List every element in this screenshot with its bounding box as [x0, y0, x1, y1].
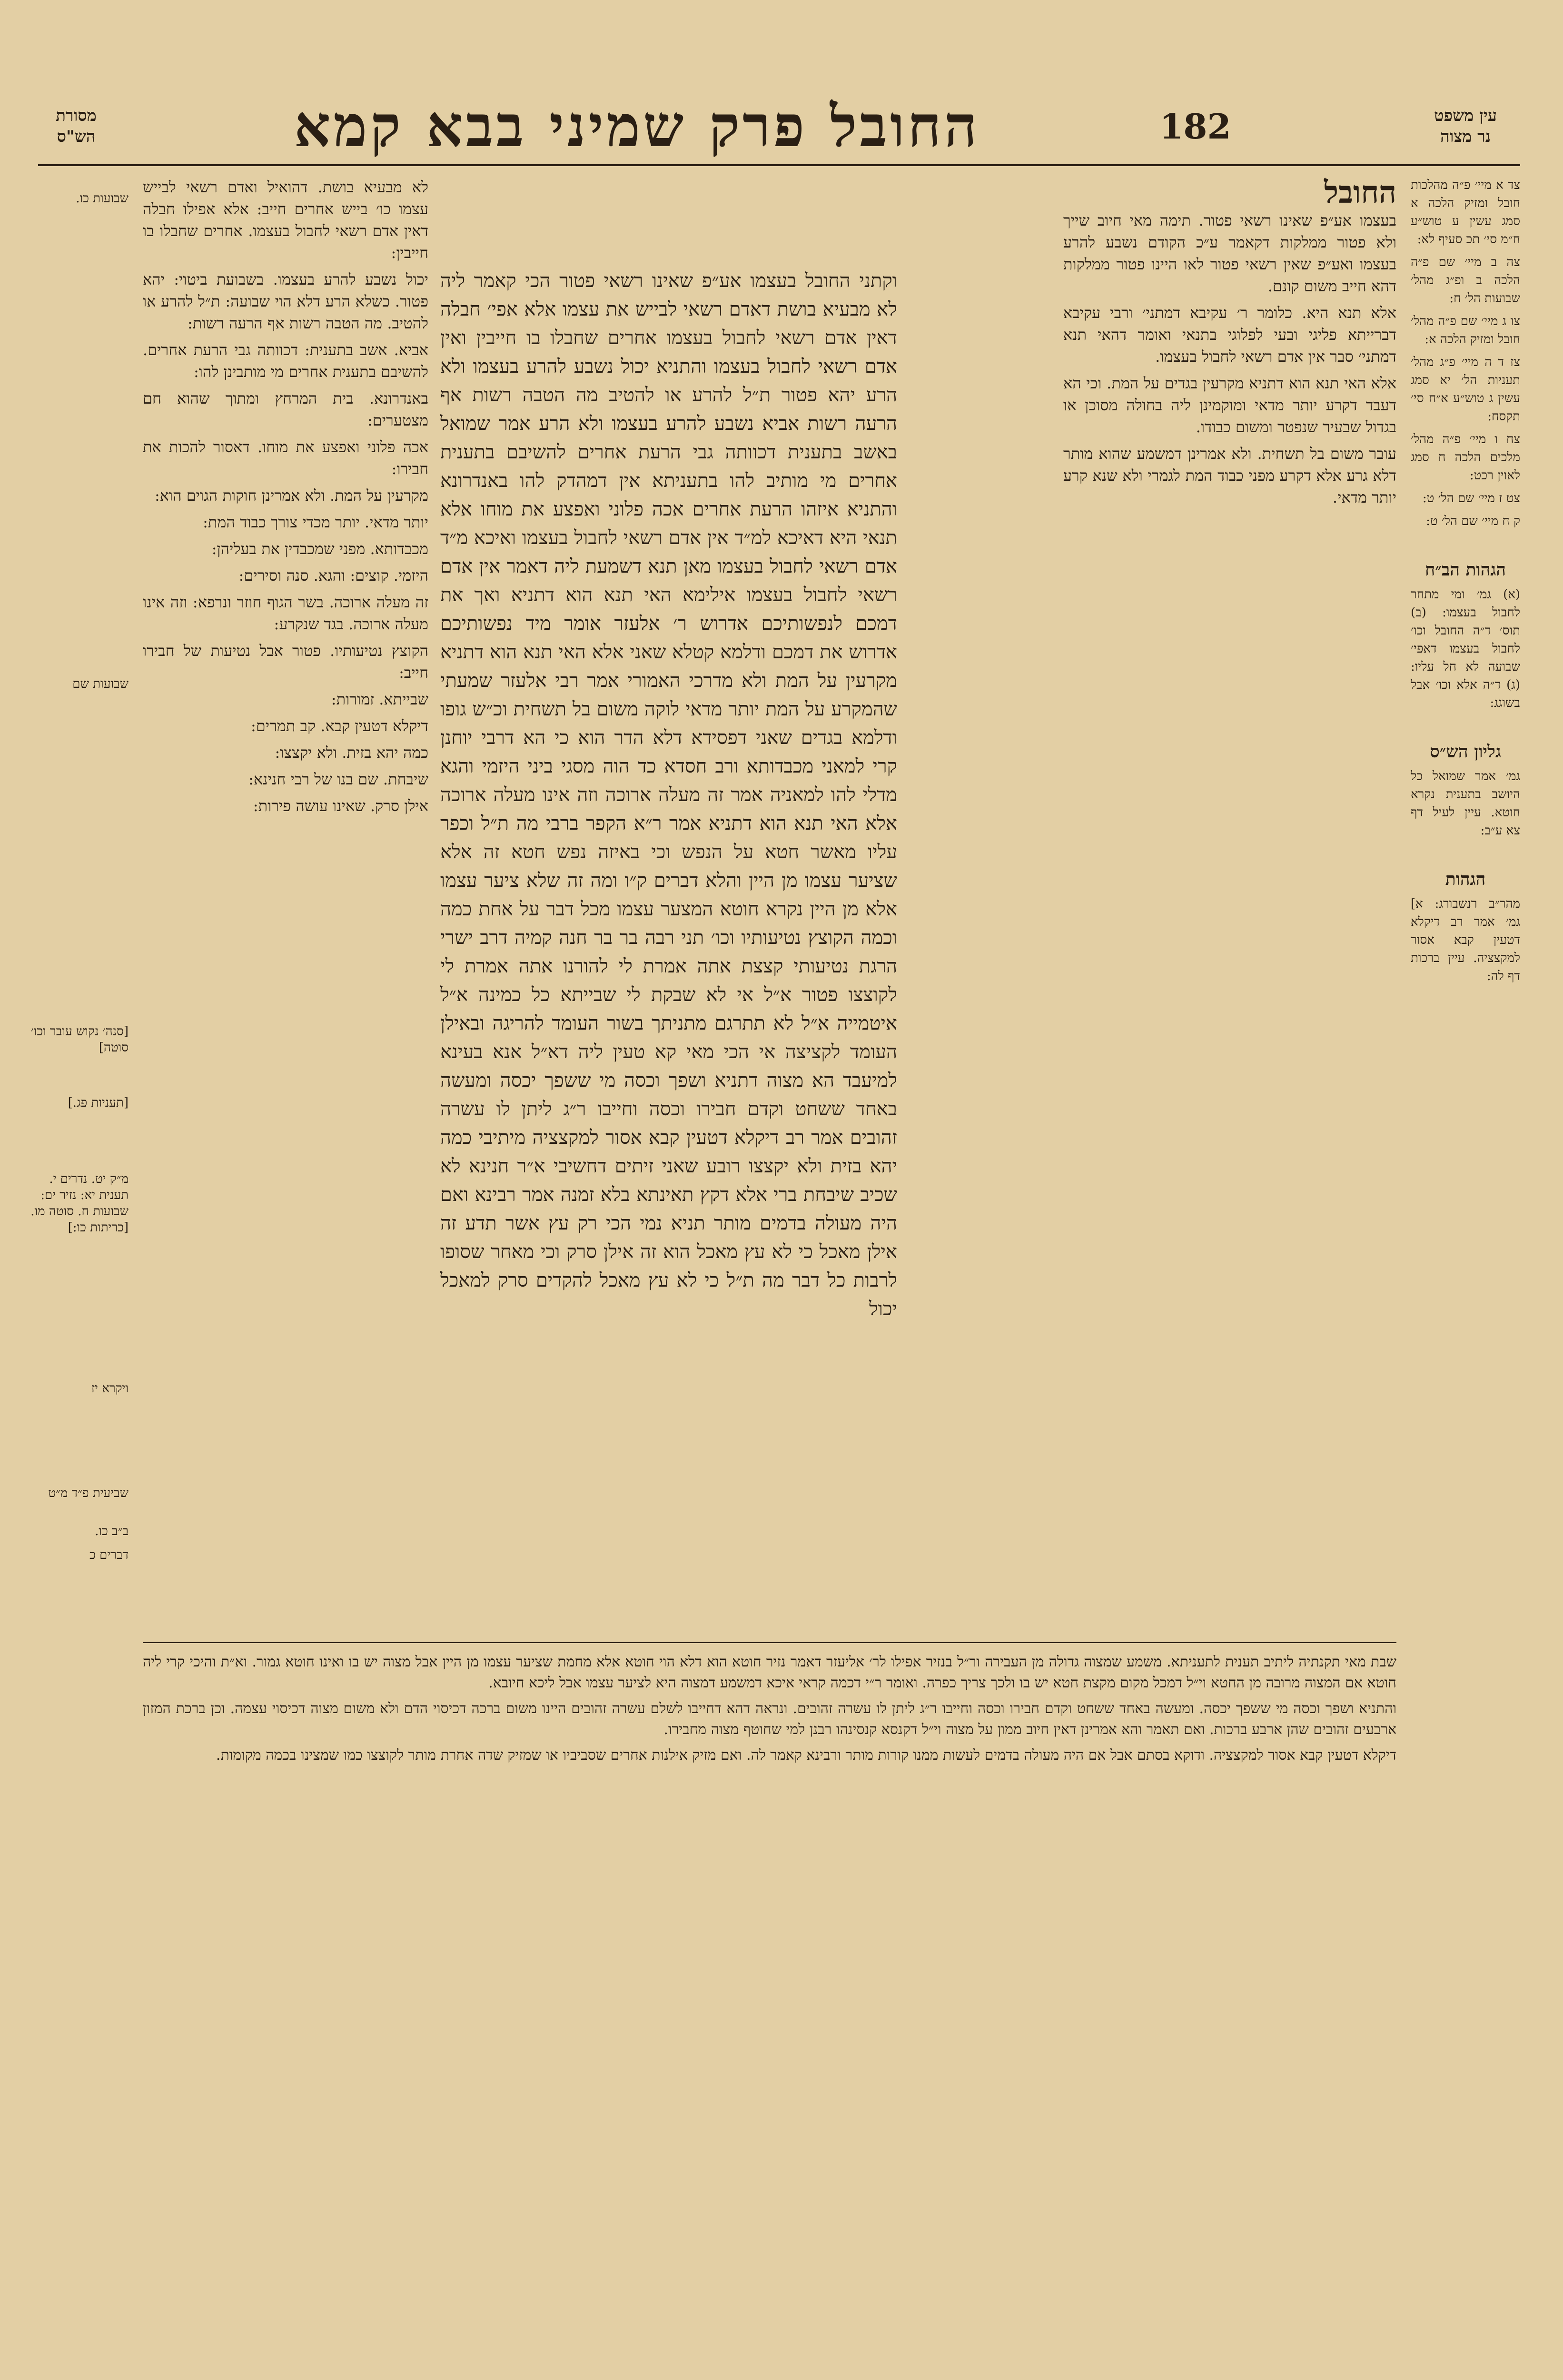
masoret-ref: ויקרא יז	[91, 1381, 129, 1396]
haghot-title: הגהות	[1445, 869, 1486, 889]
ein-mishpat-entry: צח ו מיי׳ פ״ה מהל׳ מלכים הלכה ח סמג לאוין רכט:	[1411, 432, 1520, 483]
ein-mishpat-column	[1411, 176, 1520, 1585]
rashi-paragraph: כמה יהא בזית. ולא יקצצו:	[275, 744, 428, 762]
masoret-ref: שביעית פ״ד מ״ט	[48, 1486, 129, 1500]
hashas-label: הש"ס	[57, 127, 96, 146]
rashi-paragraph: היזמי. קוצים: והגא. סנה וסירים:	[238, 566, 428, 585]
rashi-paragraph: באנדרונא. בית המרחץ ומתוך שהוא חם מצטערים:	[143, 389, 428, 429]
rashi-paragraph: אילן סרק. שאינו עושה פירות:	[253, 797, 428, 815]
masoret-ref: ב״ב כו.	[95, 1524, 129, 1538]
tosafot-paragraph: בעצמו אע״פ שאינו רשאי פטור. תימה מאי חיוב שייך ולא פטור ממלקות דקאמר ע״כ הקודם נשבע להרע בעצמו ואע״פ שאין רשאי פטור לאו היינו פטור ממלקות דהא חייב משום קונם.	[1063, 211, 1396, 295]
rashi-paragraph: אביא. אשב בתענית: דכוותה גבי הרעת אחרים. להשיבם בתענית אחרים מי מותבינן להו:	[143, 341, 428, 381]
header-rule	[38, 164, 1520, 166]
right-corner-label	[1411, 105, 1520, 147]
haghot-habach-title: הגהות הב״ח	[1425, 560, 1506, 580]
rashi-paragraph: אכה פלוני ואפצע את מוחו. דאסור להכות את חבירו:	[143, 438, 428, 478]
ein-mishpat-entry: ק ח מיי׳ שם הל׳ ט:	[1426, 514, 1520, 528]
rashi-paragraph: דיקלא דטעין קבא. קב תמרים:	[251, 717, 428, 735]
rashi-paragraph: מכבדותא. מפני שמכבדין את בעליהן:	[211, 540, 428, 558]
page-number: 182	[1159, 106, 1231, 147]
left-corner-label	[38, 105, 114, 147]
rashi-paragraph: זה מעלה ארוכה. בשר הגוף חוזר ונרפא: וזה אינו מעלה ארוכה. בגד שנקרע:	[143, 593, 428, 633]
gilyon-hashas-title: גליון הש״ס	[1430, 742, 1501, 762]
tosafot-paragraph: עובר משום בל תשחית. ולא אמרינן דמשמע שהוא מותר דלא גרע אלא דקרע מפני כבוד המת לגמרי ולא שנא קרע יותר מדאי.	[1063, 445, 1396, 506]
rashi-paragraph: יכול נשבע להרע בעצמו. בשבועת ביטוי: יהא פטור. כשלא הרע דלא הוי שבועה: ת״ל להרע או להטיב. מה הטבה רשות אף הרעה רשות:	[143, 270, 428, 332]
rashi-paragraph: מקרעין על המת. ולא אמרינן חוקות הגוים הוא:	[154, 486, 428, 505]
masoret-ref: דברים כ	[89, 1548, 129, 1562]
rashi-paragraph: יותר מדאי. יותר מכדי צורך כבוד המת:	[203, 513, 428, 531]
ein-mishpat-entry: צז ד ה מיי׳ פ״ג מהל׳ תעניות הל׳ יא סמג עשין ג טוש״ע א״ח סי׳ תקסח:	[1411, 355, 1520, 424]
rashi-paragraph: שבייתא. זמורות:	[331, 690, 428, 708]
bottom-commentary	[143, 1652, 1396, 2309]
masoret-ref: שבועות כו.	[76, 191, 129, 206]
gilyon-hashas-text: גמ׳ אמר שמואל כל היושב בתענית נקרא חוטא. עיין לעיל דף צא ע״ב:	[1411, 769, 1520, 838]
gilyon-hashas-box	[1411, 741, 1520, 840]
page-header	[38, 90, 1520, 162]
masoret-label: מסורת	[56, 106, 97, 125]
ein-mishpat-entry: צד א מיי׳ פ״ה מהלכות חובל ומזיק הלכה א סמג עשין ע טוש״ע ח״מ סי׳ תכ סעיף לא:	[1411, 178, 1520, 247]
bottom-paragraph: דיקלא דטעין קבא אסור למקצציה. ודוקא בסתם אבל אם היה מעולה בדמים לעשות ממנו קורות מותר ורבינא קאמר לה. ואם מזיק אילנות אחרים שסביביו או שמזיק שדה אחרת מותר לקוצצו כמו שמצינו בכמה מקומות.	[216, 1747, 1396, 1764]
haghot-text: מהר״ב רנשבורג: א] גמ׳ אמר רב דיקלא דטעין קבא אסור למקצציה. עיין ברכות דף לה:	[1411, 897, 1520, 983]
bottom-paragraph: והתניא ושפך וכסה מי ששפך יכסה. ומעשה באחד ששחט וקדם חבירו וכסה וחייבו ר״ג ליתן לו עשרה זהובים. ונראה דהא דחייבו לשלם עשרה זהובים היינו משום ברכה דכיסוי הדם ולא משום מצוה דכיסוי עצמה. וכן ברכת המזון ארבעים זהובים שהן ארבע ברכות. ואם תאמר והא אמרינן דאין חיוב ממון על מצוה וי״ל דקנסא קנסינהו רבנן למי שחוטף מצוה מחבירו.	[143, 1700, 1396, 1738]
ein-mishpat-entry: צה ב מיי׳ שם פ״ה הלכה ב ופ״ג מהל׳ שבועות הל׳ ח:	[1411, 255, 1520, 306]
masoret-ref: מ״ק יט. נדרים י. תענית יא: נזיר ים: שבועות ח. סוטה מו. [כריתות כו:]	[30, 1172, 129, 1235]
masoret-ref: [סנה׳ נקוש עובר וכו׳ סוטה]	[30, 1024, 129, 1055]
tosafot-paragraph: אלא האי תנא הוא דתניא מקרעין בגדים על המת. וכי הא דעבד דקרע יותר מדאי ומוקמינן ליה בחולה מסוכן או בגדול שבעיר שנפטר ומשום כבודו.	[1063, 374, 1396, 436]
rashi-paragraph: הקוצץ נטיעותיו. פטור אבל נטיעות של חבירו חייב:	[143, 642, 428, 682]
page-title: החובל פרק שמיני בבא קמא	[294, 92, 980, 160]
haghot-habach-box	[1411, 559, 1520, 712]
haghot-habach-text: (א) גמ׳ ומי מתחר לחבול בעצמו: (ב) תוס׳ ד״ה החובל וכו׳ לחבול בעצמו דאפי׳ שבועה לא חל עליו: (ג) ד״ה אלא וכו׳ אבל בשוגג:	[1411, 587, 1520, 710]
masoret-ref: [תעניות פג.]	[68, 1096, 129, 1110]
ein-mishpat-entry: צו ג מיי׳ שם פ״ה מהל׳ חובל ומזיק הלכה א:	[1411, 314, 1520, 347]
rashi-column	[143, 176, 428, 1599]
bottom-rule	[143, 1642, 1396, 1643]
ner-mitzvah-label: נר מצוה	[1440, 127, 1491, 146]
tosafot-column	[1063, 176, 1396, 1599]
rashi-paragraph: לא מבעיא בושת. דהואיל ואדם רשאי לבייש עצמו כו׳ בייש אחרים חייב: אלא אפילו חבלה דאין אדם רשאי לחבול בעצמו. אחרים שחבלו בו חייבין:	[143, 178, 428, 262]
rashi-paragraph: שיבחת. שם בנו של רבי חנינא:	[248, 770, 428, 788]
tosafot-paragraph: אלא תנא היא. כלומר ר׳ עקיבא דמתני׳ ורבי עקיבא דברייתא פליגי ובעי לפלוגי בתנאי ואומר דהאי תנא דמתני׳ סבר אין אדם רשאי לחבול בעצמו.	[1063, 304, 1396, 366]
haghot-box	[1411, 868, 1520, 985]
ein-mishpat-label: עין משפט	[1434, 106, 1497, 125]
gemara-text: וקתני החובל בעצמו אע״פ שאינו רשאי פטור הכי קאמר ליה לא מבעיא בושת דאדם רשאי לבייש את עצמו אלא אפי׳ חבלה דאין אדם רשאי לחבול בעצמו אחרים שחבלו בו חייבין ואין אדם רשאי לחבול בעצמו והתניא יכול נשבע להרע בעצמו ולא הרע יהא פטור ת״ל להרע או להטיב מה הטבה רשות אף הרעה רשות אביא נשבע להרע בעצמו ולא הרע אמר שמואל באשב בתענית דכוותה גבי הרעת אחרים להשיבם בתענית אחרים מי מותיב להו בתעניתא אין דמהדק להו באנדרונא והתניא איזהו הרעת אחרים אכה פלוני ואפצע את מוחו אלא תנאי היא דאיכא למ״ד אין אדם רשאי לחבול בעצמו ואיכא מ״ד אדם רשאי לחבול בעצמו מאן תנא דשמעת ליה דאמר אין אדם רשאי לחבול בעצמו אילימא האי תנא הוא דתניא ואך את דמכם לנפשותיכם אדרוש ר׳ אלעזר אומר מיד נפשותיכם אדרוש את דמכם ודלמא קטלא שאני אלא האי תנא הוא דתניא מקרעין על המת ולא מדרכי האמורי אמר רבי אלעזר שמעתי שהמקרע על המת יותר מדאי לוקה משום בל תשחית וכ״ש גופו ודלמא בגדים שאני דפסידא דלא הדר הוא כי הא דרבי יוחנן קרי למאני מכבדותא ורב חסדא כד הוה מסגי ביני היזמי והגא מדלי להו למאניה אמר זה מעלה ארוכה וזה אינו מעלה ארוכה אלא האי תנא הוא דתניא אמר ר״א הקפר ברבי מה ת״ל וכפר עליו מאשר חטא על הנפש וכי באיזה נפש חטא זה אלא שציער עצמו מן היין והלא דברים ק״ו ומה זה שלא ציער עצמו אלא מן היין נקרא חוטא המצער עצמו מכל דבר על אחת כמה וכמה הקוצץ נטיעותיו וכו׳ תני רבה בר בר חנה קמיה דרב ישרי הרגת נטיעותי קצצת אתה אמרת לי להורנו אתה אמרת לי לקוצצו פטור א״ל אי לא שבקת לי שבייתא כל כמינה א״ל איטמייה א״ל לא תתרגם מתניתך בשור העומד להריגה ובאילן העומד לקציצה אי הכי מאי קא טעין ליה דא״ל אנא בעינא למיעבד הא מצוה דתניא ושפך וכסה מי ששפך יכסה ומעשה באחד ששחט וקדם חבירו וכסה וחייבו ר״ג ליתן לו עשרה זהובים אמר רב דיקלא דטעין קבא אסור למקצציה מיתיבי כמה יהא בזית ולא יקצצו רובע שאני זיתים דחשיבי א״ר חנינא לא שכיב שיבחת ברי אלא דקץ תאינתא בלא זמנה אמר רבינא ואם היה מעולה בדמים מותר תניא נמי הכי רק עץ אשר תדע זה אילן מאכל כי לא עץ מאכל הוא זה אילן סרק וכי מאחר שסופו לרבות כל דבר מה ת״ל כי לא עץ מאכל להקדים סרק למאכל יכול	[440, 270, 897, 1320]
gemara-column	[440, 267, 897, 1628]
bottom-paragraph: שבת מאי תקנתיה ליתיב תענית לתעניתא. משמע שמצוה גדולה מן העבירה ור״ל בנזיר אפילו לר׳ אליעזר דאמר נזיר חוטא הוא דלא הוי חוטא אלא מחמת שציער עצמו מן היין אבל מצוה יש בו ואינו חוטא גמור. וא״ת והיכי קרי ליה חוטא אם המצוה מרובה מן החטא וי״ל דמכל מקום מקצת חטא יש בו ולכך צריך כפרה. ואומר ר״י דכמה קראי איכא דמשמע דמצוה היא לציער עצמו אבל ליכא חיובא.	[143, 1654, 1396, 1691]
masoret-ref: שבועות שם	[72, 677, 129, 691]
tosafot-lead-word: החובל	[1324, 176, 1396, 210]
ein-mishpat-entry: צט ז מיי׳ שם הל׳ ט:	[1422, 491, 1520, 506]
